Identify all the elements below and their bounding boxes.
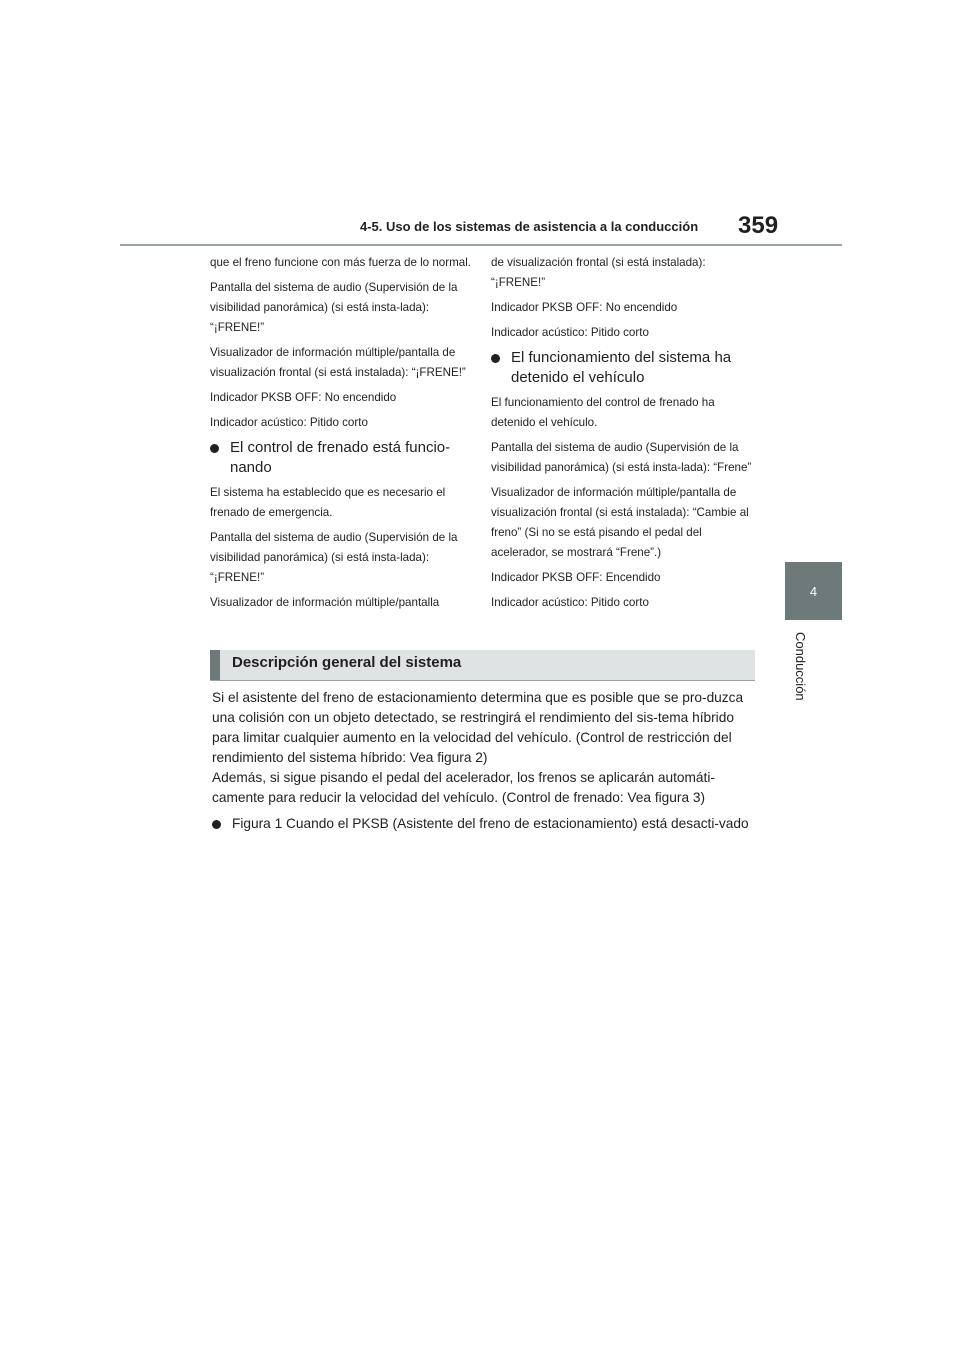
header-divider xyxy=(120,244,842,246)
body-paragraph: Si el asistente del freno de estacionamiento determina que es posible que se pro-duzca una colisión con un objeto detectado, se restringirá el rendimiento del sis-tema híbrido para limitar cualquier aumento en la velocidad del vehículo. (Control de restricción del rendimiento del sistema híbrido: Vea figura 2) xyxy=(212,690,744,765)
paragraph: Pantalla del sistema de audio (Supervisión de la visibilidad panorámica) (si está insta-lada): “¡FRENE!” xyxy=(210,531,458,584)
bullet-icon xyxy=(210,444,219,453)
paragraph: Indicador acústico: Pitido corto xyxy=(491,326,649,339)
bullet-icon xyxy=(212,820,221,829)
page-number: 359 xyxy=(738,212,779,239)
paragraph: Indicador PKSB OFF: No encendido xyxy=(491,301,678,314)
paragraph: Indicador PKSB OFF: No encendido xyxy=(210,391,397,404)
section-heading-box xyxy=(210,650,755,680)
paragraph: El funcionamiento del control de frenado ha detenido el vehículo. xyxy=(491,396,715,429)
chapter-label: Conducción xyxy=(793,632,808,701)
body-paragraph: Además, si sigue pisando el pedal del acelerador, los frenos se aplicarán automáti-camente para reducir la velocidad del vehículo. (Control de frenado: Vea figura 3) xyxy=(212,770,715,805)
paragraph: Indicador acústico: Pitido corto xyxy=(210,416,368,429)
body-bullet-text: Figura 1 Cuando el PKSB (Asistente del freno de estacionamiento) está desacti-vado xyxy=(232,816,749,831)
chapter-number: 4 xyxy=(809,583,818,599)
paragraph: que el freno funcione con más fuerza de lo normal. xyxy=(210,256,472,269)
paragraph: Pantalla del sistema de audio (Supervisión de la visibilidad panorámica) (si está insta-lada): “Frene” xyxy=(491,441,752,474)
paragraph: Indicador acústico: Pitido corto xyxy=(491,596,649,609)
right-column xyxy=(491,253,753,618)
section-divider xyxy=(210,680,755,681)
left-column xyxy=(210,253,472,618)
bullet-icon xyxy=(491,354,500,363)
paragraph: de visualización frontal (si está instalada): “¡FRENE!” xyxy=(491,256,706,289)
body-bullet-item xyxy=(212,814,757,834)
section-heading: Descripción general del sistema xyxy=(232,654,462,671)
paragraph: Visualizador de información múltiple/pantalla xyxy=(210,596,440,609)
bullet-heading-text: El control de frenado está funcio-nando xyxy=(230,439,451,476)
section-body xyxy=(212,688,757,834)
section-header-title: 4-5. Uso de los sistemas de asistencia a la conducción xyxy=(360,219,699,234)
paragraph: Visualizador de información múltiple/pantalla de visualización frontal (si está instalada): “Cambie al freno” (Si no se está pisando el pedal del acelerador, se mostrará “Frene”.) xyxy=(491,486,749,559)
bullet-heading xyxy=(210,438,472,478)
bullet-heading xyxy=(491,348,753,388)
paragraph: Pantalla del sistema de audio (Supervisión de la visibilidad panorámica) (si está insta-lada): “¡FRENE!” xyxy=(210,281,458,334)
chapter-tab[interactable] xyxy=(785,562,842,620)
bullet-heading-text: El funcionamiento del sistema ha detenido el vehículo xyxy=(511,349,732,386)
paragraph: Indicador PKSB OFF: Encendido xyxy=(491,571,661,584)
paragraph: El sistema ha establecido que es necesario el frenado de emergencia. xyxy=(210,486,446,519)
paragraph: Visualizador de información múltiple/pantalla de visualización frontal (si está instalada): “¡FRENE!” xyxy=(210,346,466,379)
